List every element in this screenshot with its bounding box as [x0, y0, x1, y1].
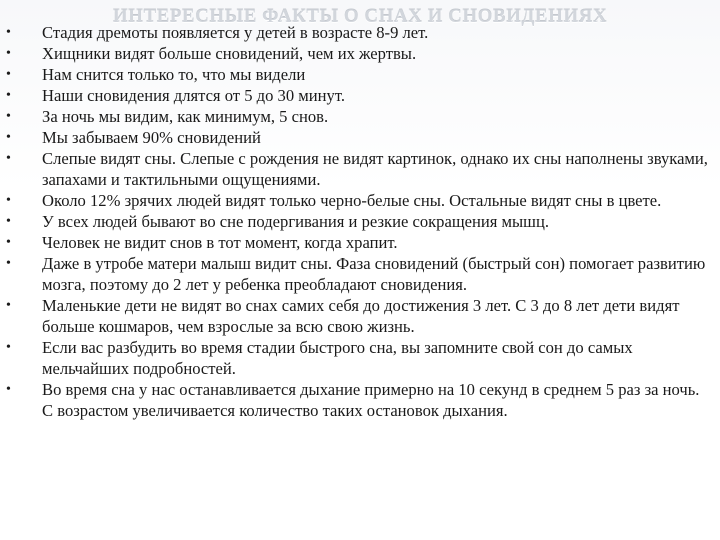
list-item: [0, 379, 712, 421]
bullet-icon: •: [6, 214, 11, 229]
fact-text: Маленькие дети не видят во снах самих себя до достижения 3 лет. С 3 до 8 лет дети видят больше кошмаров, чем взрослые за всю свою жизнь.: [42, 296, 680, 336]
bullet-icon: •: [6, 109, 11, 124]
fact-text: Около 12% зрячих людей видят только черно-белые сны. Остальные видят сны в цвете.: [42, 191, 662, 210]
list-item: [0, 43, 712, 64]
list-item: [0, 190, 712, 211]
list-item: [0, 85, 712, 106]
fact-text: Человек не видит снов в тот момент, когда храпит.: [42, 233, 398, 252]
fact-text: За ночь мы видим, как минимум, 5 снов.: [42, 107, 329, 126]
list-item: [0, 337, 712, 379]
bullet-icon: •: [6, 256, 11, 271]
fact-text: Стадия дремоты появляется у детей в возрасте 8-9 лет.: [42, 23, 429, 42]
fact-text: Наши сновидения длятся от 5 до 30 минут.: [42, 86, 345, 105]
list-item: [0, 106, 712, 127]
list-item: [0, 22, 712, 43]
list-item: [0, 211, 712, 232]
fact-text: Во время сна у нас останавливается дыхание примерно на 10 секунд в среднем 5 раз за ночь. С возрастом увеличивается количество таких остановок дыхания.: [42, 380, 700, 420]
list-item: [0, 253, 712, 295]
bullet-icon: •: [6, 193, 11, 208]
fact-text: Хищники видят больше сновидений, чем их жертвы.: [42, 44, 417, 63]
bullet-icon: •: [6, 130, 11, 145]
list-item: [0, 295, 712, 337]
bullet-icon: •: [6, 340, 11, 355]
bullet-icon: •: [6, 88, 11, 103]
fact-text: Мы забываем 90% сновидений: [42, 128, 261, 147]
fact-text: Если вас разбудить во время стадии быстрого сна, вы запомните свой сон до самых мельчайших подробностей.: [42, 338, 633, 378]
facts-list: [0, 22, 712, 421]
list-item: [0, 127, 712, 148]
list-item: [0, 64, 712, 85]
list-item: [0, 232, 712, 253]
fact-text: Нам снится только то, что мы видели: [42, 65, 306, 84]
bullet-icon: •: [6, 67, 11, 82]
slide-title: ИНТЕРЕСНЫЕ ФАКТЫ О СНАХ И СНОВИДЕНИЯХ: [112, 6, 608, 27]
bullet-icon: •: [6, 298, 11, 313]
fact-text: Даже в утробе матери малыш видит сны. Фаза сновидений (быстрый сон) помогает развитию мозга, поэтому до 2 лет у ребенка преобладают сновидения.: [42, 254, 706, 294]
bullet-icon: •: [6, 46, 11, 61]
bullet-icon: •: [6, 25, 11, 40]
bullet-icon: •: [6, 151, 11, 166]
bullet-icon: •: [6, 235, 11, 250]
bullet-icon: •: [6, 382, 11, 397]
list-item: [0, 148, 712, 190]
fact-text: У всех людей бывают во сне подергивания и резкие сокращения мышц.: [42, 212, 549, 231]
fact-text: Слепые видят сны. Слепые с рождения не видят картинок, однако их сны наполнены звуками, запахами и тактильными ощущениями.: [42, 149, 708, 189]
